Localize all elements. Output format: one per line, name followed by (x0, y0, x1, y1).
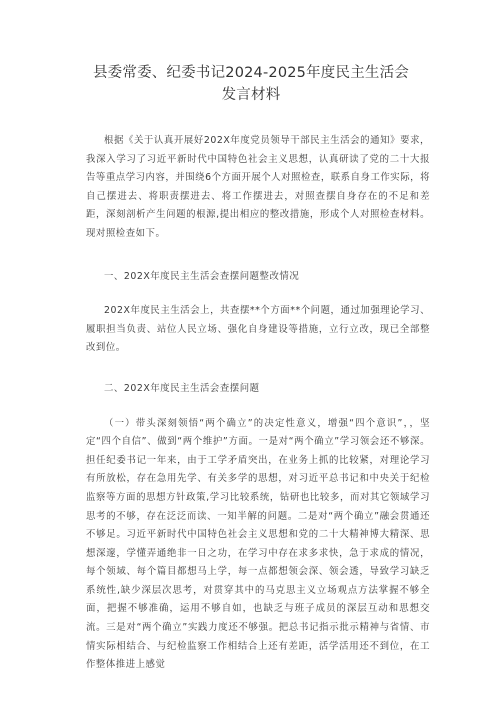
section-2-paragraph: （一）带头深刻领悟“两个确立”的决定性意义，增强“四个意识”，，坚定“四个自信”、做到“两个维护”方面。一是对“两个确立”学习领会还不够深。担任纪委书记一年来，由于工学矛盾突出，在业务上抓的比较紧，对理论学习有所放松，存在急用先学、有关多学的思想，对习近平总书记和中央关于纪检监察等方面的思想方针政策,学习比较系统，钻研也比较多，而对其它领域学习思考的不够，存在泛泛而读、一知半解的问题。二是对“两个确立”融会贯通还不够足。习近平新时代中国特色社会主义思想和党的二十大精神博大精深、思想深邃，学懂弄通绝非一日之功，在学习中存在求多求快，急于求成的情况，每个领域、每个篇目都想马上学，每一点都想领会深、领会透，导致学习缺乏系统性,缺少深层次思考，对贯穿其中的马克思主义立场观点方法掌握不够全面，把握不够准确，运用不够自如，也缺乏与班子成员的深层互动和思想交流。三是对“两个确立”实践力度还不够强。把总书记指示批示精神与省情、市情实际相结合、与纪检监察工作相结合上还有差距，活学活用还不到位，在工作整体推进上感觉 (86, 417, 430, 671)
document-title: 县委常委、纪委书记2024-2025年度民主生活会发言材料 (92, 65, 410, 103)
section-1-heading: 一、202X年度民主生活会查摆问题整改情况 (104, 270, 300, 282)
section-1-paragraph: 202X年度民主生活会上，共查摆**个方面**个问题，通过加强理论学习、履职担当负责、站位人民立场、强化自身建设等措施，立行立改，现已全部整改到位。 (86, 305, 430, 354)
section-2-heading: 二、202X年度民主生活会查摆问题 (104, 382, 260, 394)
intro-paragraph: 根据《关于认真开展好202X年度党员领导干部民主生活会的通知》要求，我深入学习了习近平新时代中国特色社会主义思想，认真研读了党的二十大报告等重点学习内容，并围绕6个方面开展个人对照检查，联系自身工作实际，将自己摆进去、将职责摆进去、将工作摆进去，对照查摆自身存在的不足和差距，深刻剖析产生问题的根源,提出相应的整改措施，形成个人对照检查材料。现对照检查如下。 (86, 135, 430, 239)
